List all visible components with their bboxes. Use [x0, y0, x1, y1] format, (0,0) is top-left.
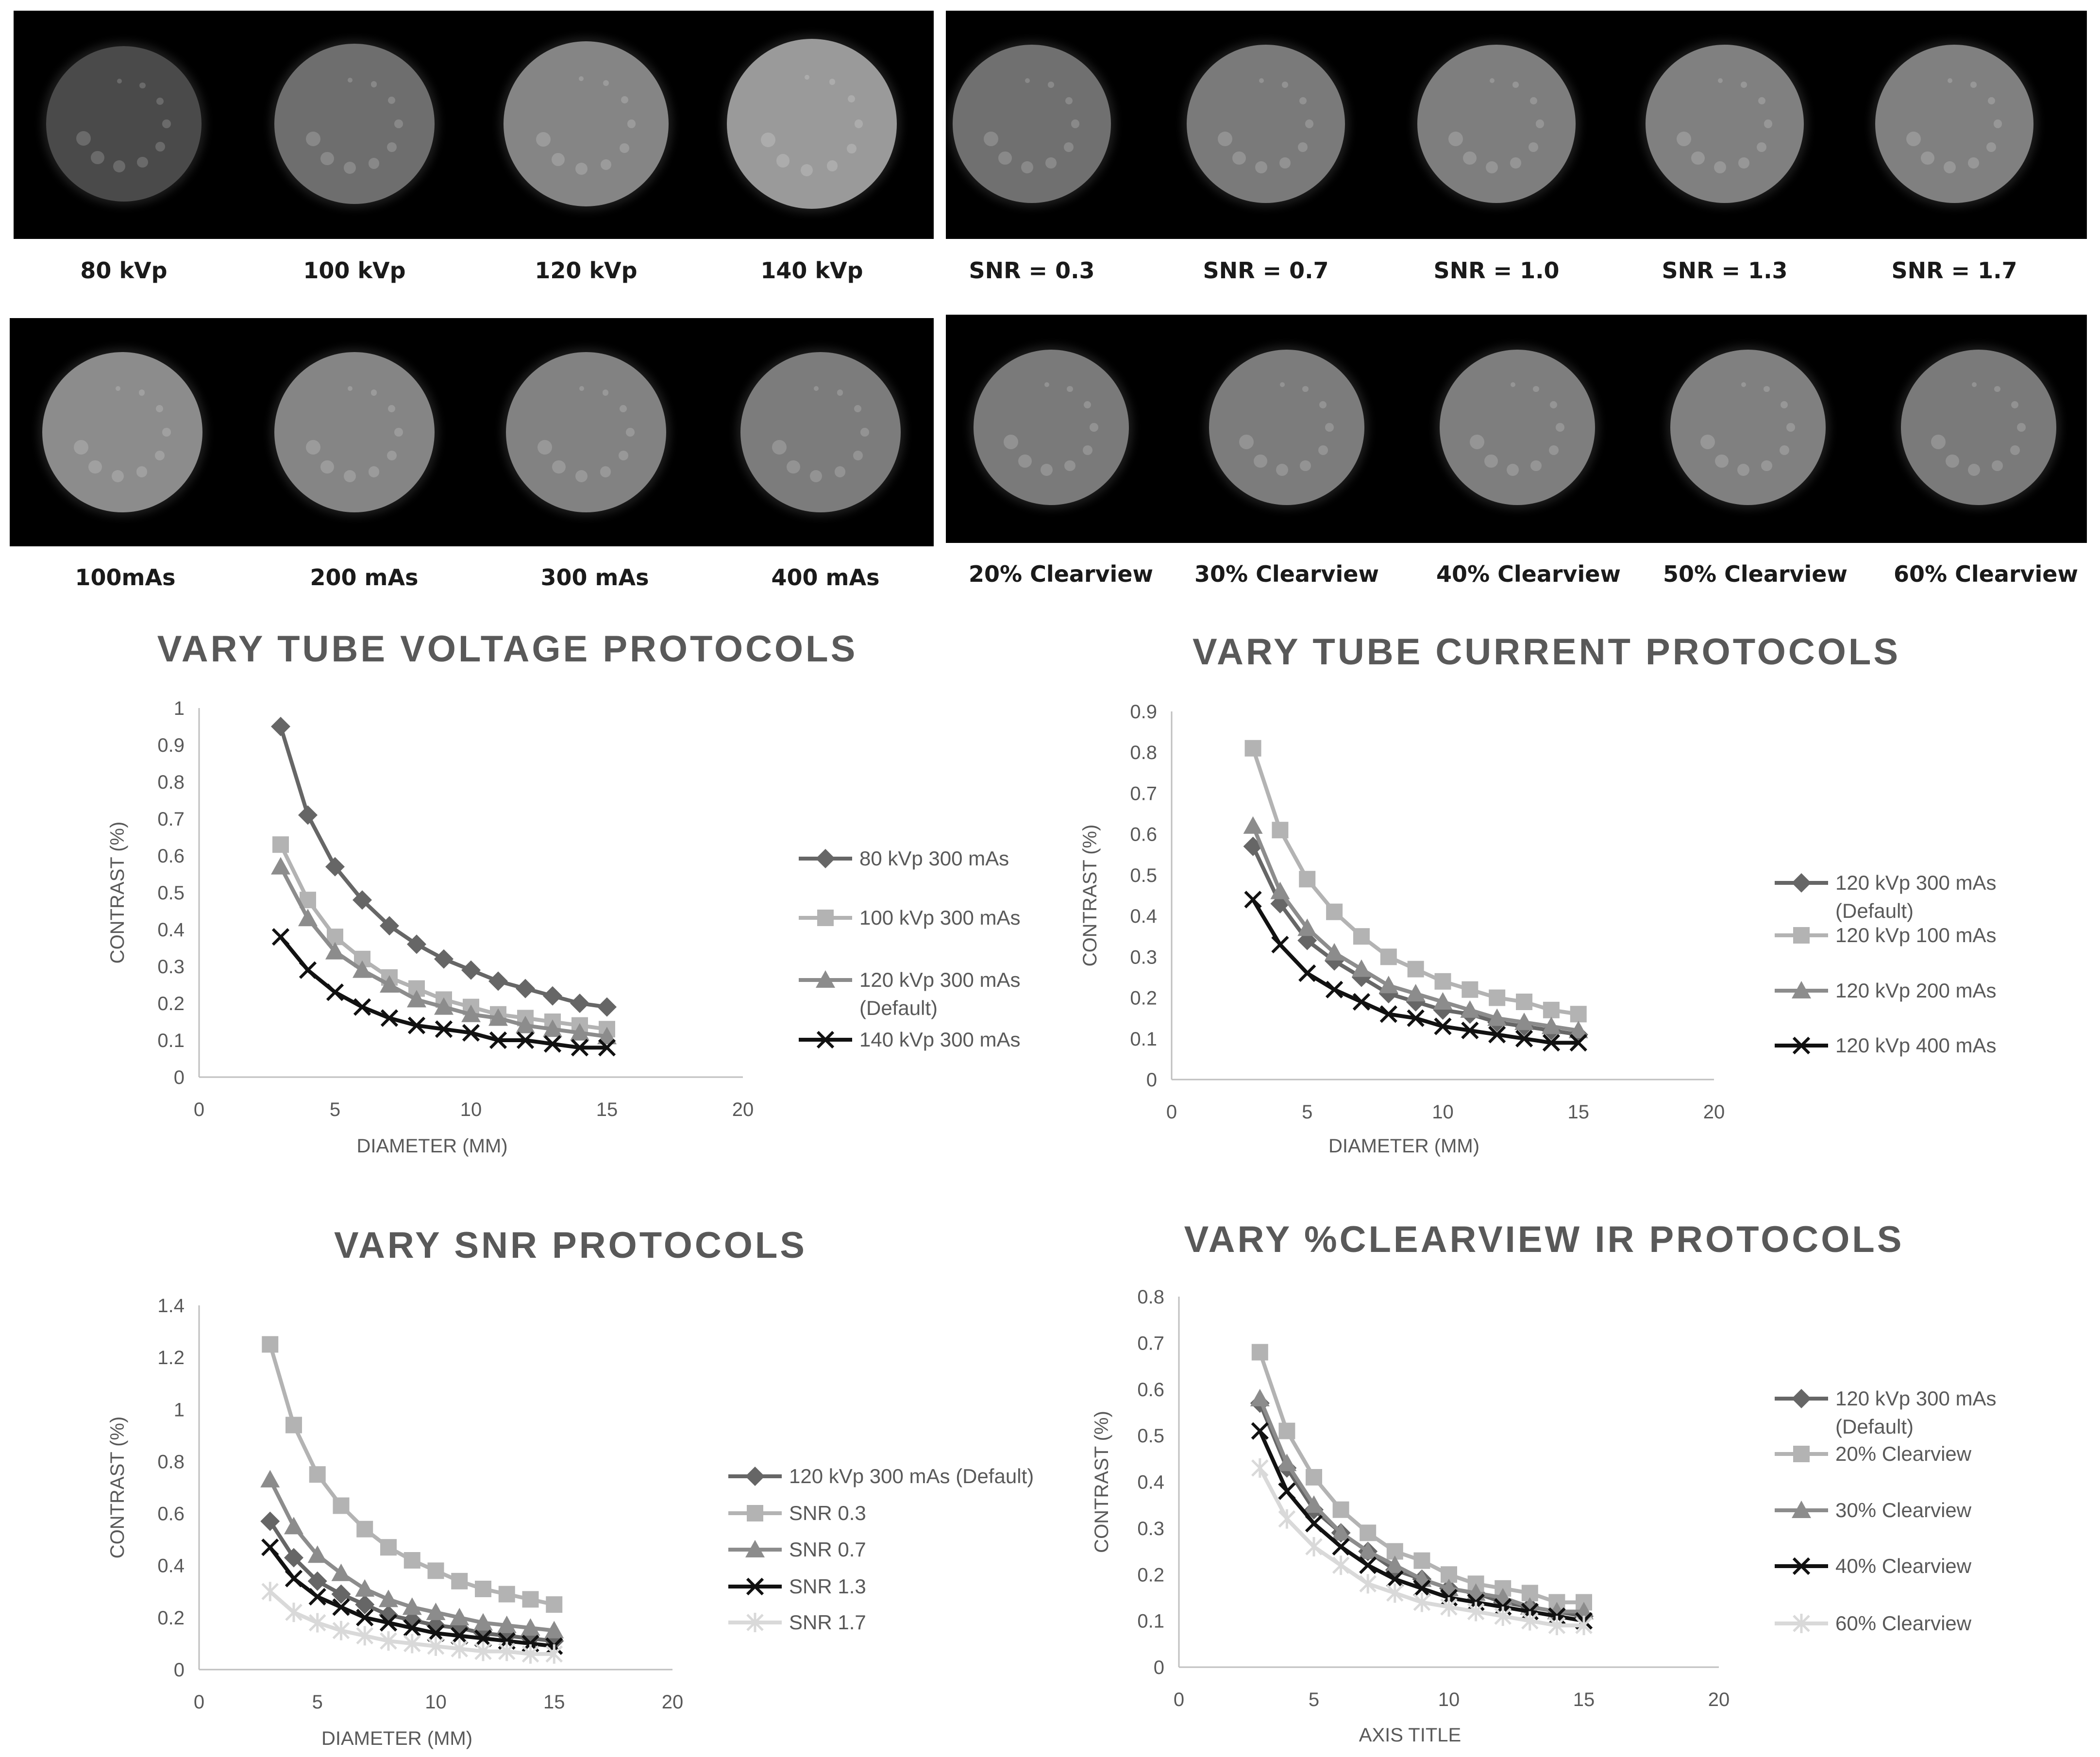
data-point [262, 1336, 278, 1352]
legend-label: SNR 1.3 [789, 1575, 866, 1598]
data-point [1570, 1006, 1587, 1022]
x-tick-label: 20 [1708, 1689, 1730, 1710]
legend-item [1775, 1034, 1997, 1057]
data-point [356, 1521, 373, 1537]
legend-item [1775, 979, 1997, 1002]
x-tick-label: 10 [1432, 1101, 1454, 1123]
y-tick-label: 0.6 [1137, 1379, 1164, 1401]
data-point [1360, 1524, 1376, 1541]
data-point [354, 999, 370, 1015]
x-tick-label: 15 [596, 1099, 618, 1120]
x-tick-label: 5 [1302, 1101, 1313, 1123]
y-tick-label: 0.9 [157, 735, 185, 756]
data-point [1326, 904, 1343, 920]
y-tick-label: 0.7 [1130, 783, 1157, 805]
y-tick-label: 0.3 [157, 956, 185, 978]
data-point [1543, 1002, 1560, 1018]
data-point [461, 961, 481, 980]
y-tick-label: 0.2 [1137, 1564, 1164, 1586]
legend-label: 30% Clearview [1835, 1499, 1972, 1521]
x-tick-label: 0 [193, 1099, 205, 1120]
data-point [546, 1596, 562, 1613]
kvp-label: 100 kVp [303, 257, 406, 284]
data-point [1333, 1502, 1349, 1518]
legend-label: 120 kVp 300 mAs [859, 968, 1021, 991]
legend-label: 100 kVp 300 mAs [859, 906, 1021, 929]
y-tick-label: 0.8 [157, 1451, 185, 1473]
kvp-label: 80 kVp [80, 257, 168, 284]
legend-item [799, 1028, 1021, 1051]
x-tick-label: 0 [1166, 1101, 1177, 1123]
legend-item [1775, 1554, 1972, 1577]
x-tick-label: 10 [1438, 1689, 1460, 1710]
data-point [286, 1571, 302, 1587]
data-point [284, 1517, 303, 1534]
legend-item [728, 1575, 866, 1598]
clearview-label: 60% Clearview [1893, 561, 2079, 587]
x-tick-label: 15 [1567, 1101, 1589, 1123]
data-point [1333, 1555, 1349, 1575]
data-point [1306, 1469, 1322, 1486]
y-tick-label: 0.8 [1130, 742, 1157, 764]
x-tick-label: 20 [661, 1691, 684, 1713]
y-axis-label: CONTRAST (%) [107, 821, 128, 964]
data-point [1354, 994, 1369, 1010]
y-tick-label: 1.2 [157, 1347, 185, 1369]
x-axis-label: DIAMETER (MM) [321, 1728, 473, 1749]
data-point [434, 949, 454, 969]
legend-label: 120 kVp 300 mAs [1835, 871, 1997, 894]
data-point [1299, 871, 1315, 887]
series-square [1245, 740, 1587, 1022]
x-tick-label: 10 [460, 1099, 482, 1120]
y-tick-label: 0.2 [1130, 987, 1157, 1009]
data-point [1278, 1423, 1295, 1439]
x-axis-label: DIAMETER (MM) [356, 1135, 508, 1157]
legend-item [799, 968, 1021, 1019]
y-tick-label: 0.6 [157, 1503, 185, 1525]
snr-label: SNR = 1.7 [1891, 257, 2017, 284]
legend-item [728, 1502, 866, 1524]
legend-item [1775, 1442, 1972, 1465]
x-axis-label: DIAMETER (MM) [1328, 1135, 1480, 1157]
data-point [327, 984, 343, 1000]
data-point [1250, 1389, 1270, 1406]
chart-title: VARY SNR PROTOCOLS [334, 1225, 807, 1266]
legend-item [1775, 871, 1997, 922]
y-axis-label: CONTRAST (%) [1079, 824, 1101, 967]
mas-label: 200 mAs [310, 564, 419, 591]
data-point [1252, 1423, 1268, 1439]
legend-item [728, 1611, 866, 1634]
data-point [380, 1539, 397, 1555]
legend-label: SNR 1.7 [789, 1611, 866, 1634]
data-point [1252, 1344, 1268, 1360]
chart-1 [107, 628, 1021, 1157]
snr-label: SNR = 0.3 [969, 257, 1095, 284]
clearview-label: 50% Clearview [1663, 561, 1848, 587]
data-point [1245, 740, 1261, 757]
snr-label: SNR = 0.7 [1203, 257, 1329, 284]
y-tick-label: 1 [173, 698, 185, 719]
y-tick-label: 0.2 [157, 1607, 185, 1629]
data-point [1353, 928, 1370, 945]
clearview-label: 40% Clearview [1436, 561, 1621, 587]
x-tick-label: 5 [312, 1691, 323, 1713]
data-point [309, 1466, 326, 1483]
y-tick-label: 0.3 [1137, 1518, 1164, 1539]
y-tick-label: 0 [173, 1659, 185, 1681]
data-point [499, 1586, 515, 1603]
mas-label: 100mAs [75, 564, 176, 591]
data-point [355, 1579, 374, 1597]
series-diamond [1243, 837, 1588, 1044]
chart-title: VARY TUBE VOLTAGE PROTOCOLS [157, 628, 858, 670]
data-point [1299, 965, 1315, 981]
data-point [272, 836, 289, 853]
legend-label: 120 kVp 100 mAs [1835, 924, 1997, 946]
data-point [286, 1603, 302, 1622]
legend-item [728, 1465, 1034, 1487]
kvp-label: 120 kVp [535, 257, 638, 284]
data-point [273, 929, 288, 945]
data-point [260, 1512, 280, 1531]
data-point [262, 1539, 278, 1555]
y-tick-label: 0.4 [157, 919, 185, 941]
data-point [1327, 982, 1342, 997]
x-tick-label: 20 [1703, 1101, 1725, 1123]
snr-label: SNR = 1.0 [1433, 257, 1560, 284]
data-point [1408, 961, 1424, 978]
data-point [1272, 822, 1288, 838]
x-axis-label: AXIS TITLE [1359, 1724, 1462, 1746]
legend-label: 60% Clearview [1835, 1612, 1972, 1635]
data-point [1380, 948, 1397, 965]
y-tick-label: 1 [173, 1399, 185, 1421]
data-point [1272, 937, 1288, 952]
y-tick-label: 0.5 [157, 882, 185, 904]
y-tick-label: 0.5 [1137, 1425, 1164, 1447]
data-point [597, 997, 617, 1017]
legend-label: 40% Clearview [1835, 1554, 1972, 1577]
clearview-label: 30% Clearview [1194, 561, 1379, 587]
chart-4 [1091, 1219, 1997, 1746]
snr-label: SNR = 1.3 [1662, 257, 1788, 284]
series-diamond [271, 717, 617, 1017]
data-point [570, 994, 589, 1013]
y-tick-label: 0.5 [1130, 864, 1157, 886]
y-tick-label: 0.8 [1137, 1286, 1164, 1308]
x-tick-label: 10 [425, 1691, 447, 1713]
data-point [488, 971, 508, 991]
legend-item [799, 847, 1009, 870]
y-tick-label: 0.6 [1130, 824, 1157, 845]
clearview-label: 20% Clearview [968, 561, 1154, 587]
data-point [262, 1582, 278, 1601]
chart-2 [1079, 631, 1997, 1157]
data-point [451, 1573, 468, 1589]
y-tick-label: 0.1 [1137, 1610, 1164, 1632]
y-tick-label: 0.1 [157, 1030, 185, 1051]
y-tick-label: 0.3 [1130, 946, 1157, 968]
legend-item [1775, 1387, 1997, 1438]
legend-label: 140 kVp 300 mAs [859, 1028, 1021, 1051]
data-point [1306, 1537, 1322, 1556]
legend-item [1775, 1499, 1972, 1521]
chart-3 [107, 1225, 1034, 1749]
y-tick-label: 0.4 [157, 1555, 185, 1577]
x-tick-label: 20 [732, 1099, 754, 1120]
legend-label: 120 kVp 300 mAs [1835, 1387, 1997, 1410]
legend-label: (Default) [859, 997, 938, 1019]
data-point [310, 1589, 325, 1605]
y-tick-label: 0 [1146, 1069, 1157, 1091]
chart-title: VARY %CLEARVIEW IR PROTOCOLS [1184, 1219, 1904, 1260]
data-point [1379, 976, 1398, 993]
series-triangle [1250, 1389, 1594, 1620]
legend-item [799, 906, 1021, 929]
y-tick-label: 0.7 [157, 809, 185, 830]
data-point [543, 986, 562, 1006]
y-axis-label: CONTRAST (%) [107, 1416, 128, 1559]
chart-title: VARY TUBE CURRENT PROTOCOLS [1192, 631, 1901, 673]
x-tick-label: 15 [543, 1691, 565, 1713]
data-point [1252, 1458, 1268, 1478]
y-tick-label: 0.4 [1130, 906, 1157, 928]
kvp-label: 140 kVp [760, 257, 863, 284]
legend-item [1775, 924, 1997, 946]
data-point [522, 1591, 539, 1607]
legend-label: 20% Clearview [1835, 1442, 1972, 1465]
data-point [333, 1498, 350, 1514]
data-point [1435, 973, 1451, 990]
x-tick-label: 15 [1573, 1689, 1595, 1710]
mas-label: 400 mAs [771, 564, 880, 591]
x-tick-label: 5 [329, 1099, 341, 1120]
data-point [516, 979, 535, 998]
y-tick-label: 0.4 [1137, 1471, 1164, 1493]
legend-label: 120 kVp 400 mAs [1835, 1034, 1997, 1057]
legend-label: 120 kVp 300 mAs (Default) [789, 1465, 1034, 1487]
y-tick-label: 0.6 [157, 845, 185, 867]
y-tick-label: 0.2 [157, 993, 185, 1014]
y-tick-label: 0 [1153, 1657, 1164, 1678]
data-point [1279, 1484, 1294, 1499]
y-tick-label: 0.7 [1137, 1333, 1164, 1354]
x-tick-label: 5 [1308, 1689, 1320, 1710]
data-point [1279, 1509, 1294, 1529]
mas-label: 300 mAs [540, 564, 649, 591]
legend-label: (Default) [1835, 1415, 1914, 1438]
x-tick-label: 0 [1173, 1689, 1185, 1710]
y-axis-label: CONTRAST (%) [1091, 1411, 1112, 1553]
y-tick-label: 0.1 [1130, 1028, 1157, 1050]
y-tick-label: 0.9 [1130, 701, 1157, 723]
data-point [1245, 892, 1261, 907]
legend-item [728, 1538, 866, 1561]
data-point [1413, 1553, 1430, 1569]
data-point [1462, 981, 1478, 998]
data-point [1489, 990, 1505, 1006]
data-point [1352, 960, 1371, 977]
legend-label: 120 kVp 200 mAs [1835, 979, 1997, 1002]
data-point [271, 717, 290, 736]
data-point [1516, 994, 1532, 1010]
data-point [428, 1562, 444, 1579]
legend-label: 80 kVp 300 mAs [859, 847, 1009, 870]
legend-label: SNR 0.3 [789, 1502, 866, 1524]
legend-item [1775, 1612, 1972, 1635]
data-point [298, 805, 318, 825]
y-tick-label: 0 [173, 1067, 185, 1088]
data-point [300, 963, 316, 978]
data-point [286, 1417, 302, 1433]
data-point [1243, 816, 1263, 834]
data-point [404, 1552, 420, 1569]
y-tick-label: 0.8 [157, 772, 185, 793]
data-point [260, 1470, 280, 1487]
x-tick-label: 0 [193, 1691, 205, 1713]
legend-label: (Default) [1835, 899, 1914, 922]
y-tick-label: 1.4 [157, 1295, 185, 1317]
data-point [475, 1581, 491, 1597]
legend-label: SNR 0.7 [789, 1538, 866, 1561]
